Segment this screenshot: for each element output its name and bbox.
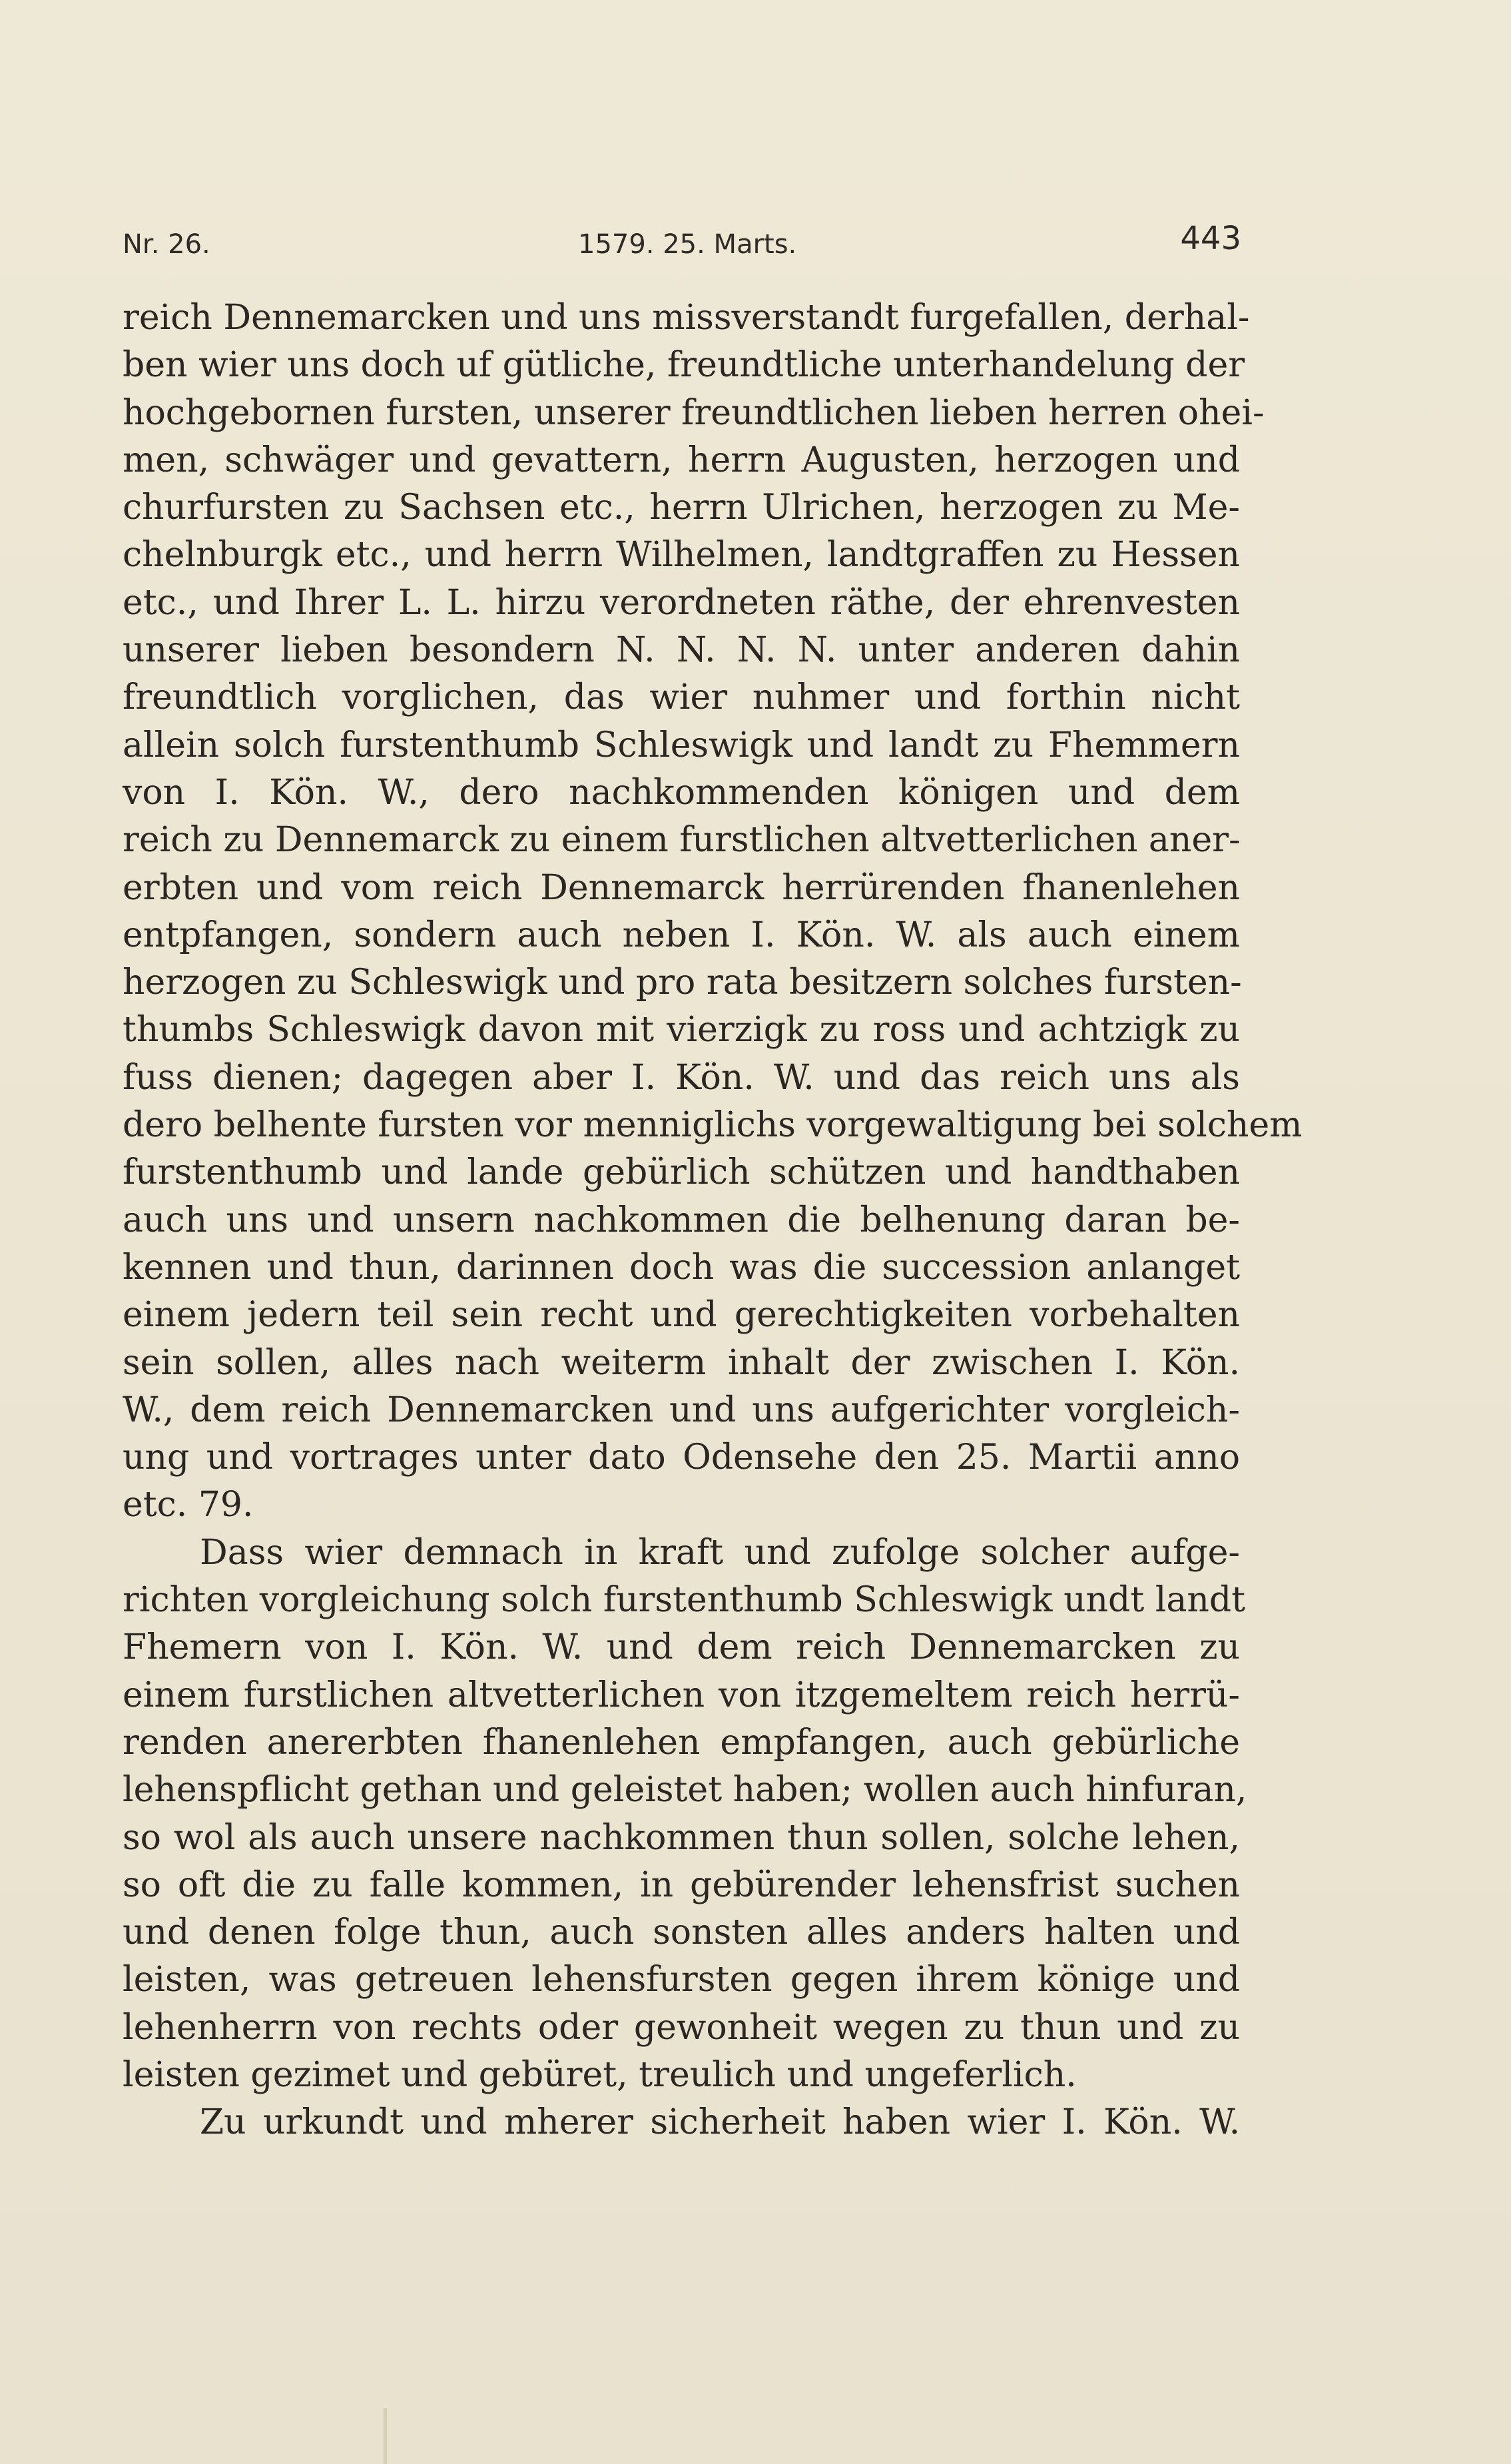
text-line: fuss dienen; dagegen aber I. Kön. W. und das reich uns als (123, 1057, 1240, 1098)
text-line: leisten gezimet und gebüret, treulich und ungeferlich. (123, 2054, 1077, 2095)
text-line: leisten, was getreuen lehensfursten gegen ihrem könige und (123, 1960, 1240, 2000)
document-number: Nr. 26. (123, 229, 210, 260)
text-line: hochgebornen fursten, unserer freundtlichen lieben herren ohei- (123, 392, 1265, 433)
text-line: Zu urkundt und mherer sicherheit haben wier I. Kön. W. (200, 2102, 1240, 2143)
text-line: lehenherrn von rechts oder gewonheit wegen zu thun und zu (123, 2007, 1240, 2048)
text-line: dero belhente fursten vor menniglichs vorgewaltigung bei solchem (123, 1105, 1303, 1146)
running-header (123, 220, 1241, 266)
text-line: reich zu Dennemarck zu einem furstlichen altvetterlichen aner- (123, 820, 1241, 861)
text-line: einem furstlichen altvetterlichen von itzgemeltem reich herrü- (123, 1675, 1240, 1715)
text-line: von I. Kön. W., dero nachkommenden königen und dem (123, 772, 1240, 813)
text-line: erbten und vom reich Dennemarck herrürenden fhanenlehen (123, 867, 1240, 908)
text-line: etc. 79. (123, 1485, 254, 1525)
page-number: 443 (1180, 220, 1241, 257)
text-line: unserer lieben besondern N. N. N. N. unter anderen dahin (123, 630, 1240, 671)
text-line: men, schwäger und gevattern, herrn Augusten, herzogen und (123, 440, 1240, 480)
body-text (123, 294, 1303, 2147)
text-line: thumbs Schleswigk davon mit vierzigk zu ross und achtzigk zu (123, 1010, 1240, 1050)
text-line: ben wier uns doch uf gütliche, freundtliche unterhandelung der (123, 345, 1245, 386)
text-line: chelnburgk etc., und herrn Wilhelmen, landtgraffen zu Hessen (123, 535, 1240, 576)
text-line: kennen und thun, darinnen doch was die succession anlanget (123, 1247, 1240, 1288)
text-line: und denen folge thun, auch sonsten alles anders halten und (123, 1912, 1240, 1953)
page-crease-mark (384, 2408, 387, 2464)
document-date: 1579. 25. Marts. (578, 229, 797, 260)
text-line: herzogen zu Schleswigk und pro rata besitzern solches fursten- (123, 963, 1242, 1003)
text-line: so wol als auch unsere nachkommen thun sollen, solche lehen, (123, 1817, 1240, 1858)
text-line: W., dem reich Dennemarcken und uns aufgerichter vorgleich- (123, 1390, 1240, 1430)
text-line: allein solch furstenthumb Schleswigk und landt zu Fhemmern (123, 725, 1240, 765)
text-line: Fhemern von I. Kön. W. und dem reich Dennemarcken zu (123, 1627, 1240, 1668)
text-line: auch uns und unsern nachkommen die belhenung daran be- (123, 1200, 1240, 1240)
text-line: richten vorgleichung solch furstenthumb Schleswigk undt landt (123, 1580, 1246, 1621)
text-line: lehenspflicht gethan und geleistet haben; wollen auch hinfuran, (123, 1770, 1247, 1811)
text-line: sein sollen, alles nach weiterm inhalt der zwischen I. Kön. (123, 1342, 1240, 1383)
text-line: etc., und Ihrer L. L. hirzu verordneten räthe, der ehrenvesten (123, 582, 1240, 623)
text-line: entpfangen, sondern auch neben I. Kön. W. als auch einem (123, 915, 1240, 955)
text-line: freundtlich vorglichen, das wier nuhmer und forthin nicht (123, 677, 1240, 718)
text-line: churfursten zu Sachsen etc., herrn Ulrichen, herzogen zu Me- (123, 488, 1240, 528)
text-line: Dass wier demnach in kraft und zufolge solcher aufge- (200, 1532, 1240, 1573)
text-line: einem jedern teil sein recht und gerechtigkeiten vorbehalten (123, 1295, 1240, 1336)
text-line: reich Dennemarcken und uns missverstandt furgefallen, derhal- (123, 298, 1250, 338)
text-line: so oft die zu falle kommen, in gebürender lehensfrist suchen (123, 1864, 1240, 1905)
text-line: furstenthumb und lande gebürlich schützen und handthaben (123, 1152, 1240, 1193)
text-line: ung und vortrages unter dato Odensehe den 25. Martii anno (123, 1437, 1240, 1478)
text-line: renden anererbten fhanenlehen empfangen, auch gebürliche (123, 1722, 1240, 1763)
